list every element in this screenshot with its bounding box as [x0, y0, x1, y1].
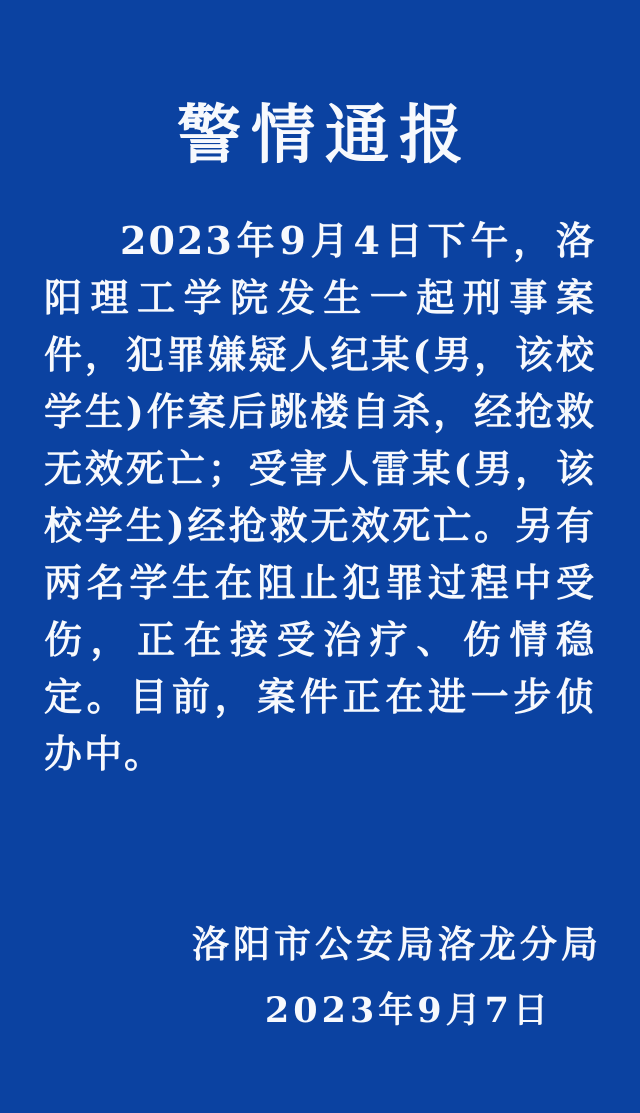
- notice-date: 2023年9月7日: [264, 990, 552, 1032]
- notice-body: 2023年9月4日下午，洛阳理工学院发生一起刑事案件，犯罪嫌疑人纪某(男，该校学生)作案后跳楼自杀，经抢救无效死亡；受害人雷某(男，该校学生)经抢救无效死亡。另有两名学生在阻止犯罪过程中受伤，正在接受治疗、伤情稳定。目前，案件正在进一步侦办中。: [44, 218, 596, 776]
- notice-title: 警情通报: [177, 98, 473, 173]
- issuing-authority: 洛阳市公安局洛龙分局: [192, 922, 602, 966]
